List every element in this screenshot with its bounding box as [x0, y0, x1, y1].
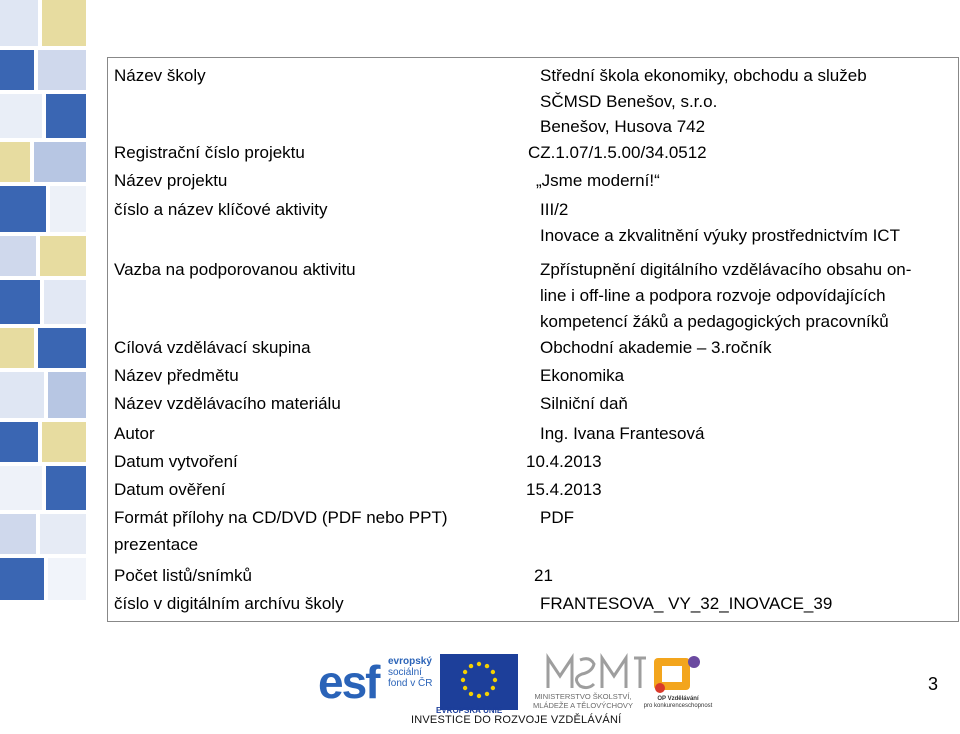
- label-format-2: prezentace: [114, 535, 199, 554]
- value-author: Ing. Ivana Frantesová: [540, 424, 705, 443]
- decorative-square: [0, 50, 34, 90]
- value-key-activity: III/2: [540, 200, 569, 219]
- esf-text: [388, 656, 432, 689]
- decorative-square: [0, 422, 38, 462]
- decorative-square: [48, 372, 86, 418]
- esf-logo-graphic: [318, 652, 392, 712]
- esf-text-line-2: sociální: [388, 667, 422, 678]
- decorative-square: [0, 514, 36, 554]
- value-pages: 21: [534, 566, 553, 585]
- decorative-square: [0, 142, 30, 182]
- label-pages: Počet listů/snímků: [114, 566, 252, 585]
- value-key-activity-2: Inovace a zkvalitnění výuky prostřednictvím ICT: [540, 226, 900, 245]
- eu-star: [493, 678, 497, 682]
- decorative-square: [38, 50, 86, 90]
- value-target-group: Obchodní akademie – 3.ročník: [540, 338, 772, 357]
- label-format: Formát přílohy na CD/DVD (PDF nebo PPT): [114, 508, 448, 527]
- label-key-activity: číslo a název klíčové aktivity: [114, 200, 328, 219]
- eu-star: [463, 670, 467, 674]
- eu-star: [485, 692, 489, 696]
- eu-star: [469, 664, 473, 668]
- value-created: 10.4.2013: [526, 452, 602, 471]
- value-archive: FRANTESOVA_ VY_32_INOVACE_39: [540, 594, 833, 613]
- msmt-caption-line-1: MINISTERSTVO ŠKOLSTVÍ,: [534, 692, 632, 701]
- decorative-square: [42, 0, 86, 46]
- eu-caption: EVROPSKÁ UNIE: [436, 706, 503, 715]
- decorative-square-strip: [0, 0, 90, 600]
- decorative-square: [46, 466, 86, 510]
- decorative-square: [0, 186, 46, 232]
- decorative-square: [0, 558, 44, 600]
- eu-star: [461, 678, 465, 682]
- value-project-name: „Jsme moderní!“: [536, 171, 660, 190]
- label-archive: číslo v digitálním archívu školy: [114, 594, 344, 613]
- label-author: Autor: [114, 424, 155, 443]
- label-subject: Název předmětu: [114, 366, 239, 385]
- eu-star: [469, 692, 473, 696]
- value-school-address: Benešov, Husova 742: [540, 117, 706, 136]
- value-supported-activity-1: Zpřístupnění digitálního vzdělávacího obsahu on-: [540, 260, 912, 279]
- decorative-square: [46, 94, 86, 138]
- decorative-square: [0, 280, 40, 324]
- page-number: 3: [927, 674, 938, 694]
- msmt-logo: [518, 652, 648, 714]
- esf-text-line-1: evropský: [388, 656, 432, 667]
- eu-star: [463, 686, 467, 690]
- esf-logo: [318, 652, 436, 714]
- label-project-name: Název projektu: [114, 171, 228, 190]
- eu-star: [485, 664, 489, 668]
- value-registration: CZ.1.07/1.5.00/34.0512: [528, 143, 707, 162]
- decorative-square: [34, 142, 86, 182]
- msmt-caption: [518, 692, 648, 710]
- op-caption-line-2: pro konkurenceschopnost: [643, 703, 713, 709]
- op-caption-line-1: OP Vzdělávání: [657, 696, 699, 702]
- label-verified: Datum ověření: [114, 480, 226, 499]
- label-school-name: Název školy: [114, 66, 206, 85]
- decorative-square: [0, 328, 34, 368]
- op-vk-logo-icon: [640, 652, 716, 696]
- decorative-square: [0, 94, 42, 138]
- value-subject: Ekonomika: [540, 366, 625, 385]
- decorative-square: [48, 558, 86, 600]
- label-supported-activity: Vazba na podporovanou aktivitu: [114, 260, 356, 279]
- eu-stars-icon: [440, 654, 518, 706]
- svg-text:esf: esf: [318, 656, 379, 708]
- value-school-name-2: SČMSD Benešov, s.r.o.: [540, 92, 718, 111]
- decorative-square: [0, 466, 42, 510]
- eu-flag-logo: [440, 654, 518, 710]
- decorative-square: [40, 514, 86, 554]
- op-vk-logo: [640, 652, 716, 714]
- label-created: Datum vytvoření: [114, 452, 238, 471]
- value-format: PDF: [540, 508, 574, 527]
- decorative-square: [38, 328, 86, 368]
- eu-star: [477, 662, 481, 666]
- label-target-group: Cílová vzdělávací skupina: [114, 338, 311, 357]
- esf-text-line-3: fond v ČR: [388, 678, 433, 689]
- op-caption: [640, 696, 716, 710]
- decorative-square: [0, 372, 44, 418]
- decorative-square: [42, 422, 86, 462]
- eu-star: [477, 694, 481, 698]
- msmt-logo-icon: [518, 652, 648, 692]
- eu-star: [491, 686, 495, 690]
- decorative-square: [50, 186, 86, 232]
- decorative-square: [0, 0, 38, 46]
- investice-slogan: INVESTICE DO ROZVOJE VZDĚLÁVÁNÍ: [411, 714, 622, 726]
- msmt-caption-line-2: MLÁDEŽE A TĚLOVÝCHOVY: [533, 701, 633, 710]
- decorative-square: [0, 236, 36, 276]
- value-verified: 15.4.2013: [526, 480, 602, 499]
- label-material: Název vzdělávacího materiálu: [114, 394, 341, 413]
- value-material: Silniční daň: [540, 394, 628, 413]
- eu-star: [491, 670, 495, 674]
- decorative-square: [40, 236, 86, 276]
- value-school-name: Střední škola ekonomiky, obchodu a služeb: [540, 66, 867, 85]
- project-info-table: [107, 57, 959, 622]
- decorative-square: [44, 280, 86, 324]
- label-registration: Registrační číslo projektu: [114, 143, 305, 162]
- value-supported-activity-2: line i off-line a podpora rozvoje odpovídajících: [540, 286, 886, 305]
- value-supported-activity-3: kompetencí žáků a pedagogických pracovníků: [540, 312, 889, 331]
